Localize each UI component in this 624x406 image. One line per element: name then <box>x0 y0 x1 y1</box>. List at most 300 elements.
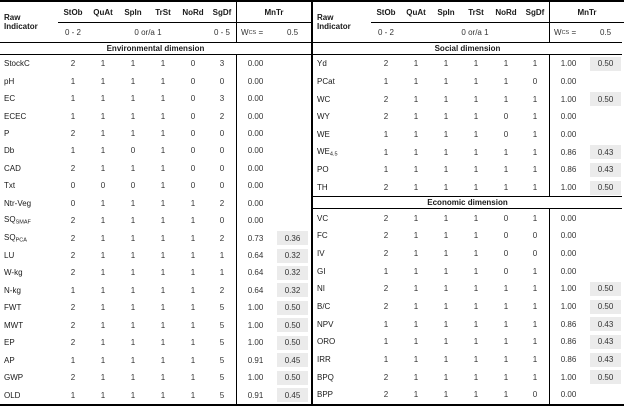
score-cell: 1 <box>503 319 509 329</box>
score-cell: 1 <box>383 337 389 347</box>
score-cell: 1 <box>160 128 166 138</box>
score-cell: 1 <box>160 181 166 191</box>
score-cell: 1 <box>503 390 509 400</box>
score-cell: 0 <box>219 216 225 226</box>
score-cell: 1 <box>100 163 106 173</box>
indicator-label: Yd <box>317 59 327 69</box>
mntr-value: 0.86 <box>549 161 587 179</box>
indicator-label: FWT <box>4 303 22 313</box>
score-cell: 1 <box>190 320 196 330</box>
column-header-stob: StOb <box>58 2 88 23</box>
score-cell: 0 <box>503 231 509 241</box>
mntr-weighted-value <box>587 126 624 144</box>
score-cell: 5 <box>219 320 225 330</box>
score-cell: 1 <box>100 128 106 138</box>
mntr-weighted-value <box>274 334 311 351</box>
indicator-label: GWP <box>4 373 24 383</box>
mntr-weighted-value <box>274 351 311 368</box>
score-cell: 2 <box>383 231 389 241</box>
score-cell: 1 <box>532 319 538 329</box>
mntr-weighted-shaded: 0.45 <box>277 388 308 402</box>
indicator-label: $SQ_{SMAF}$ <box>4 215 31 226</box>
score-cell: 1 <box>100 355 106 365</box>
score-cell: 1 <box>70 94 76 104</box>
score-cell: 1 <box>443 231 449 241</box>
mntr-weighted-value <box>587 108 624 126</box>
score-cell: 1 <box>443 284 449 294</box>
score-cell: 1 <box>443 130 449 140</box>
score-cell: 0 <box>532 77 538 86</box>
score-cell: 1 <box>130 233 136 243</box>
score-cell: 1 <box>532 183 538 193</box>
mntr-weighted-shaded: 0.43 <box>590 353 621 367</box>
score-cell: 5 <box>219 303 225 313</box>
indicator-label: EC <box>4 94 16 104</box>
score-cell: 1 <box>532 266 538 276</box>
mntr-value: 0.00 <box>549 227 587 245</box>
score-cell: 1 <box>473 390 479 400</box>
mntr-weighted-shaded: 0.43 <box>590 163 621 177</box>
score-cell: 1 <box>100 76 106 86</box>
mntr-value: 0.91 <box>236 351 274 368</box>
score-cell: 1 <box>70 76 76 86</box>
score-cell: 1 <box>413 249 419 259</box>
score-cell: 1 <box>413 59 419 69</box>
score-cell: 2 <box>70 163 76 173</box>
score-cell: 1 <box>100 146 106 156</box>
table-row <box>0 55 311 72</box>
score-cell: 1 <box>160 76 166 86</box>
score-cell: 1 <box>413 355 419 365</box>
score-cell: 1 <box>413 390 419 400</box>
indicator-label: Db <box>4 146 15 156</box>
score-cell: 1 <box>443 77 449 86</box>
score-cell: 1 <box>413 183 419 193</box>
score-cell: 1 <box>160 285 166 295</box>
score-cell: 1 <box>443 337 449 347</box>
score-cell: 1 <box>160 355 166 365</box>
score-cell: 1 <box>130 128 136 138</box>
mntr-value: 1.00 <box>549 55 587 73</box>
column-header-quat: QuAt <box>88 2 118 23</box>
score-cell: 1 <box>532 59 538 69</box>
score-cell: 1 <box>532 94 538 104</box>
score-cell: 0 <box>100 181 106 191</box>
mntr-weighted-shaded: 0.50 <box>590 57 621 71</box>
score-cell: 2 <box>70 233 76 243</box>
mntr-weighted-value <box>274 195 311 212</box>
table-row <box>313 245 622 263</box>
score-cell: 1 <box>532 213 538 223</box>
score-cell: 1 <box>383 147 389 157</box>
table-row <box>0 299 311 316</box>
mntr-weighted-shaded: 0.50 <box>277 301 308 315</box>
score-cell: 1 <box>130 320 136 330</box>
score-cell: 1 <box>532 284 538 294</box>
score-cell: 1 <box>503 147 509 157</box>
score-cell: 1 <box>443 183 449 193</box>
mntr-weighted-value <box>587 368 624 386</box>
indicator-label: IRR <box>317 355 331 365</box>
table-row <box>0 282 311 299</box>
table-row <box>0 107 311 124</box>
mntr-weighted-value <box>587 73 624 91</box>
score-cell: 1 <box>100 390 106 400</box>
indicator-label: WY <box>317 112 330 122</box>
range-stob: 0 - 2 <box>64 28 81 37</box>
mntr-weighted-shaded: 0.50 <box>590 181 621 195</box>
score-cell: 1 <box>503 94 509 104</box>
mntr-value: 1.00 <box>236 369 274 386</box>
mntr-value: 0.00 <box>236 72 274 89</box>
mntr-weighted-value <box>274 55 311 72</box>
mntr-weighted-value <box>274 72 311 89</box>
score-cell: 1 <box>473 249 479 259</box>
score-cell: 2 <box>383 302 389 312</box>
mntr-weighted-value <box>587 280 624 298</box>
mntr-value: 1.00 <box>236 317 274 334</box>
table-row <box>0 125 311 142</box>
mntr-value: 0.00 <box>236 212 274 229</box>
raw-header-line1: Raw <box>4 13 21 22</box>
table-header <box>313 2 622 42</box>
table-row <box>313 298 622 316</box>
score-cell: 1 <box>473 147 479 157</box>
score-cell: 1 <box>413 302 419 312</box>
table-body-environmental <box>0 42 311 404</box>
column-header-quat: QuAt <box>401 2 431 23</box>
mntr-weighted-shaded: 0.43 <box>590 335 621 349</box>
table-row <box>0 229 311 246</box>
score-cell: 1 <box>532 165 538 175</box>
score-cell: 0 <box>190 163 196 173</box>
score-cell: 1 <box>413 213 419 223</box>
raw-indicator-header <box>313 2 371 42</box>
score-cell: 1 <box>443 390 449 400</box>
score-cell: 1 <box>413 319 419 329</box>
score-cell: 0 <box>130 146 136 156</box>
indicator-label: TH <box>317 183 328 193</box>
indicator-label: BPP <box>317 390 334 400</box>
score-cell: 0 <box>190 128 196 138</box>
score-cell: 1 <box>473 355 479 365</box>
range-middle: 0 or/a 1 <box>461 28 489 37</box>
score-cell: 1 <box>532 372 538 382</box>
mntr-value: 0.86 <box>549 333 587 351</box>
score-cell: 0 <box>532 249 538 259</box>
weight-equals: = <box>571 28 577 37</box>
table-row <box>0 142 311 159</box>
mntr-weighted-value <box>274 107 311 124</box>
score-cell: 1 <box>70 285 76 295</box>
score-cell: 1 <box>160 94 166 104</box>
score-cell: 1 <box>383 355 389 365</box>
table-row <box>0 212 311 229</box>
score-cell: 1 <box>473 284 479 294</box>
indicator-label: NI <box>317 284 325 294</box>
score-cell: 0 <box>70 181 76 191</box>
score-cell: 1 <box>100 59 106 69</box>
indicator-label: W-kg <box>4 268 23 278</box>
indicator-label: pH <box>4 76 15 86</box>
mntr-weighted-value <box>587 333 624 351</box>
score-cell: 1 <box>532 355 538 365</box>
score-cell: 1 <box>190 216 196 226</box>
score-cell: 1 <box>160 303 166 313</box>
table-row <box>313 386 622 404</box>
score-cell: 1 <box>503 302 509 312</box>
score-cell: 1 <box>100 216 106 226</box>
mntr-value: 0.00 <box>236 142 274 159</box>
mntr-value: 0.00 <box>549 108 587 126</box>
mntr-value: 0.64 <box>236 264 274 281</box>
score-cell: 1 <box>473 266 479 276</box>
score-cell: 1 <box>130 268 136 278</box>
indicator-label: OLD <box>4 390 21 400</box>
mntr-value: 0.00 <box>236 160 274 177</box>
score-cell: 1 <box>160 233 166 243</box>
table-row <box>313 227 622 245</box>
mntr-weighted-value <box>274 212 311 229</box>
weight-subscript: CS <box>561 29 570 36</box>
indicator-label: MWT <box>4 320 24 330</box>
score-cell: 1 <box>160 163 166 173</box>
indicator-label: AP <box>4 355 15 365</box>
score-cell: 3 <box>219 94 225 104</box>
mntr-weighted-value <box>587 227 624 245</box>
score-cell: 1 <box>190 198 196 208</box>
score-cell: 1 <box>160 216 166 226</box>
mntr-weighted-shaded: 0.50 <box>277 318 308 332</box>
weight-label <box>549 23 587 42</box>
score-cell: 1 <box>413 231 419 241</box>
table-row <box>0 369 311 386</box>
score-cell: 0 <box>190 181 196 191</box>
mntr-weighted-value <box>274 317 311 334</box>
score-cell: 1 <box>443 355 449 365</box>
score-cell: 1 <box>100 111 106 121</box>
score-cell: 0 <box>532 231 538 241</box>
mntr-value: 0.64 <box>236 282 274 299</box>
column-header-stob: StOb <box>371 2 401 23</box>
mntr-value: 0.00 <box>549 262 587 280</box>
score-cell: 1 <box>130 355 136 365</box>
score-cell: 1 <box>443 147 449 157</box>
score-cell: 1 <box>70 390 76 400</box>
score-cell: 1 <box>130 285 136 295</box>
score-cell: 2 <box>383 59 389 69</box>
table-body-social-economic <box>313 42 622 404</box>
mntr-value: 0.00 <box>549 209 587 227</box>
mntr-weighted-value <box>274 160 311 177</box>
score-cell: 1 <box>473 94 479 104</box>
section-header: Environmental dimension <box>0 42 311 55</box>
score-cell: 1 <box>130 198 136 208</box>
mntr-value: 0.00 <box>236 107 274 124</box>
score-cell: 1 <box>70 146 76 156</box>
mntr-weighted-value <box>274 177 311 194</box>
score-cell: 1 <box>473 337 479 347</box>
score-cell: 1 <box>443 266 449 276</box>
score-cell: 1 <box>443 59 449 69</box>
score-cell: 1 <box>443 165 449 175</box>
mntr-value: 0.00 <box>549 126 587 144</box>
score-cell: 1 <box>503 355 509 365</box>
mntr-weighted-value <box>587 55 624 73</box>
score-cell: 1 <box>160 59 166 69</box>
table-row <box>313 161 622 179</box>
score-cell: 1 <box>130 59 136 69</box>
mntr-weighted-value <box>587 245 624 263</box>
table-row <box>0 90 311 107</box>
indicator-label: LU <box>4 251 15 261</box>
score-cell: 1 <box>70 111 76 121</box>
mntr-value: 1.00 <box>236 299 274 316</box>
table-header <box>0 2 311 42</box>
mntr-weighted-value <box>587 90 624 108</box>
mntr-value: 0.91 <box>236 386 274 403</box>
score-cell: 1 <box>130 94 136 104</box>
score-cell: 0 <box>503 112 509 122</box>
score-cell: 1 <box>473 183 479 193</box>
score-cell: 1 <box>100 320 106 330</box>
score-cell: 1 <box>503 77 509 86</box>
score-cell: 1 <box>503 372 509 382</box>
indicator-label: GI <box>317 266 326 276</box>
score-cell: 1 <box>219 268 225 278</box>
mntr-weighted-shaded: 0.50 <box>590 92 621 106</box>
mntr-value: 0.00 <box>236 55 274 72</box>
table-row <box>0 160 311 177</box>
score-cell: 1 <box>473 213 479 223</box>
score-cell: 2 <box>70 303 76 313</box>
raw-header-line1: Raw <box>317 13 334 22</box>
score-cell: 1 <box>190 338 196 348</box>
score-cell: 2 <box>70 268 76 278</box>
mntr-weighted-value <box>274 264 311 281</box>
indicator-label: WE <box>317 130 330 140</box>
score-cell: 1 <box>130 111 136 121</box>
indicator-label: WC <box>317 94 331 104</box>
mntr-weighted-shaded: 0.50 <box>590 300 621 314</box>
mntr-weighted-shaded: 0.50 <box>277 371 308 385</box>
score-cell: 1 <box>443 249 449 259</box>
score-cell: 1 <box>413 77 419 86</box>
score-cell: 0 <box>219 76 225 86</box>
mntr-weighted-shaded: 0.50 <box>277 336 308 350</box>
score-cell: 1 <box>473 302 479 312</box>
mntr-value: 0.73 <box>236 229 274 246</box>
mntr-value: 1.00 <box>549 280 587 298</box>
score-cell: 1 <box>413 337 419 347</box>
score-cell: 1 <box>413 266 419 276</box>
indicator-label: Txt <box>4 181 16 191</box>
mntr-weighted-shaded: 0.43 <box>590 317 621 331</box>
table-row <box>313 262 622 280</box>
mntr-value: 0.64 <box>236 247 274 264</box>
score-cell: 1 <box>130 216 136 226</box>
score-cell: 1 <box>503 337 509 347</box>
score-cell: 0 <box>503 213 509 223</box>
score-cell: 1 <box>100 285 106 295</box>
mntr-weighted-shaded: 0.50 <box>590 370 621 384</box>
score-cell: 1 <box>130 163 136 173</box>
column-header-sgdf: SgDf <box>521 2 549 23</box>
score-cell: 1 <box>413 130 419 140</box>
mntr-value: 0.00 <box>236 177 274 194</box>
column-header-sgdf: SgDf <box>208 2 236 23</box>
score-cell: 1 <box>473 372 479 382</box>
weight-symbol: W <box>241 28 249 37</box>
table-row <box>313 108 622 126</box>
score-cell: 1 <box>160 338 166 348</box>
mntr-weighted-value <box>587 262 624 280</box>
score-cell: 1 <box>503 165 509 175</box>
table-social-economic <box>311 2 622 404</box>
weight-subscript: CS <box>248 29 257 36</box>
score-cell: 0 <box>219 146 225 156</box>
score-cell: 1 <box>503 284 509 294</box>
score-cell: 2 <box>383 94 389 104</box>
weight-equals: = <box>258 28 264 37</box>
table-row <box>313 90 622 108</box>
mntr-weighted-value <box>587 143 624 161</box>
score-cell: 1 <box>130 338 136 348</box>
mntr-value: 1.00 <box>549 90 587 108</box>
mntr-weighted-value <box>274 386 311 403</box>
mntr-value: 1.00 <box>549 368 587 386</box>
score-cell: 0 <box>190 146 196 156</box>
score-cell: 1 <box>190 373 196 383</box>
score-cell: 5 <box>219 390 225 400</box>
score-cell: 1 <box>443 112 449 122</box>
table-row <box>0 177 311 194</box>
score-cell: 1 <box>532 112 538 122</box>
mntr-weighted-shaded: 0.32 <box>277 283 308 297</box>
indicator-label: $SQ_{PCA}$ <box>4 232 27 244</box>
score-cell: 1 <box>413 112 419 122</box>
raw-header-line2: Indicator <box>4 22 38 31</box>
score-cell: 3 <box>219 59 225 69</box>
indicator-label: FC <box>317 231 328 241</box>
score-cell: 1 <box>413 372 419 382</box>
indicator-label: CAD <box>4 163 21 173</box>
indicator-label: StockC <box>4 59 30 69</box>
score-cell: 0 <box>503 249 509 259</box>
score-cell: 1 <box>219 251 225 261</box>
score-cell: 1 <box>130 76 136 86</box>
mntr-value: 0.86 <box>549 351 587 369</box>
score-cell: 1 <box>190 268 196 278</box>
indicator-label: P <box>4 128 10 138</box>
indicator-label: BPQ <box>317 372 334 382</box>
score-cell: 5 <box>219 355 225 365</box>
score-cell: 1 <box>532 130 538 140</box>
score-cell: 2 <box>70 338 76 348</box>
table-row <box>0 317 311 334</box>
column-header-trst: TrSt <box>461 2 491 23</box>
mntr-weighted-shaded: 0.36 <box>277 231 308 245</box>
score-cell: 2 <box>70 251 76 261</box>
score-cell: 1 <box>413 94 419 104</box>
score-cell: 1 <box>100 303 106 313</box>
indicator-label: NPV <box>317 319 334 329</box>
score-cell: 1 <box>130 303 136 313</box>
score-cell: 2 <box>383 284 389 294</box>
score-cell: 0 <box>70 198 76 208</box>
score-cell: 1 <box>160 320 166 330</box>
score-cell: 1 <box>160 198 166 208</box>
